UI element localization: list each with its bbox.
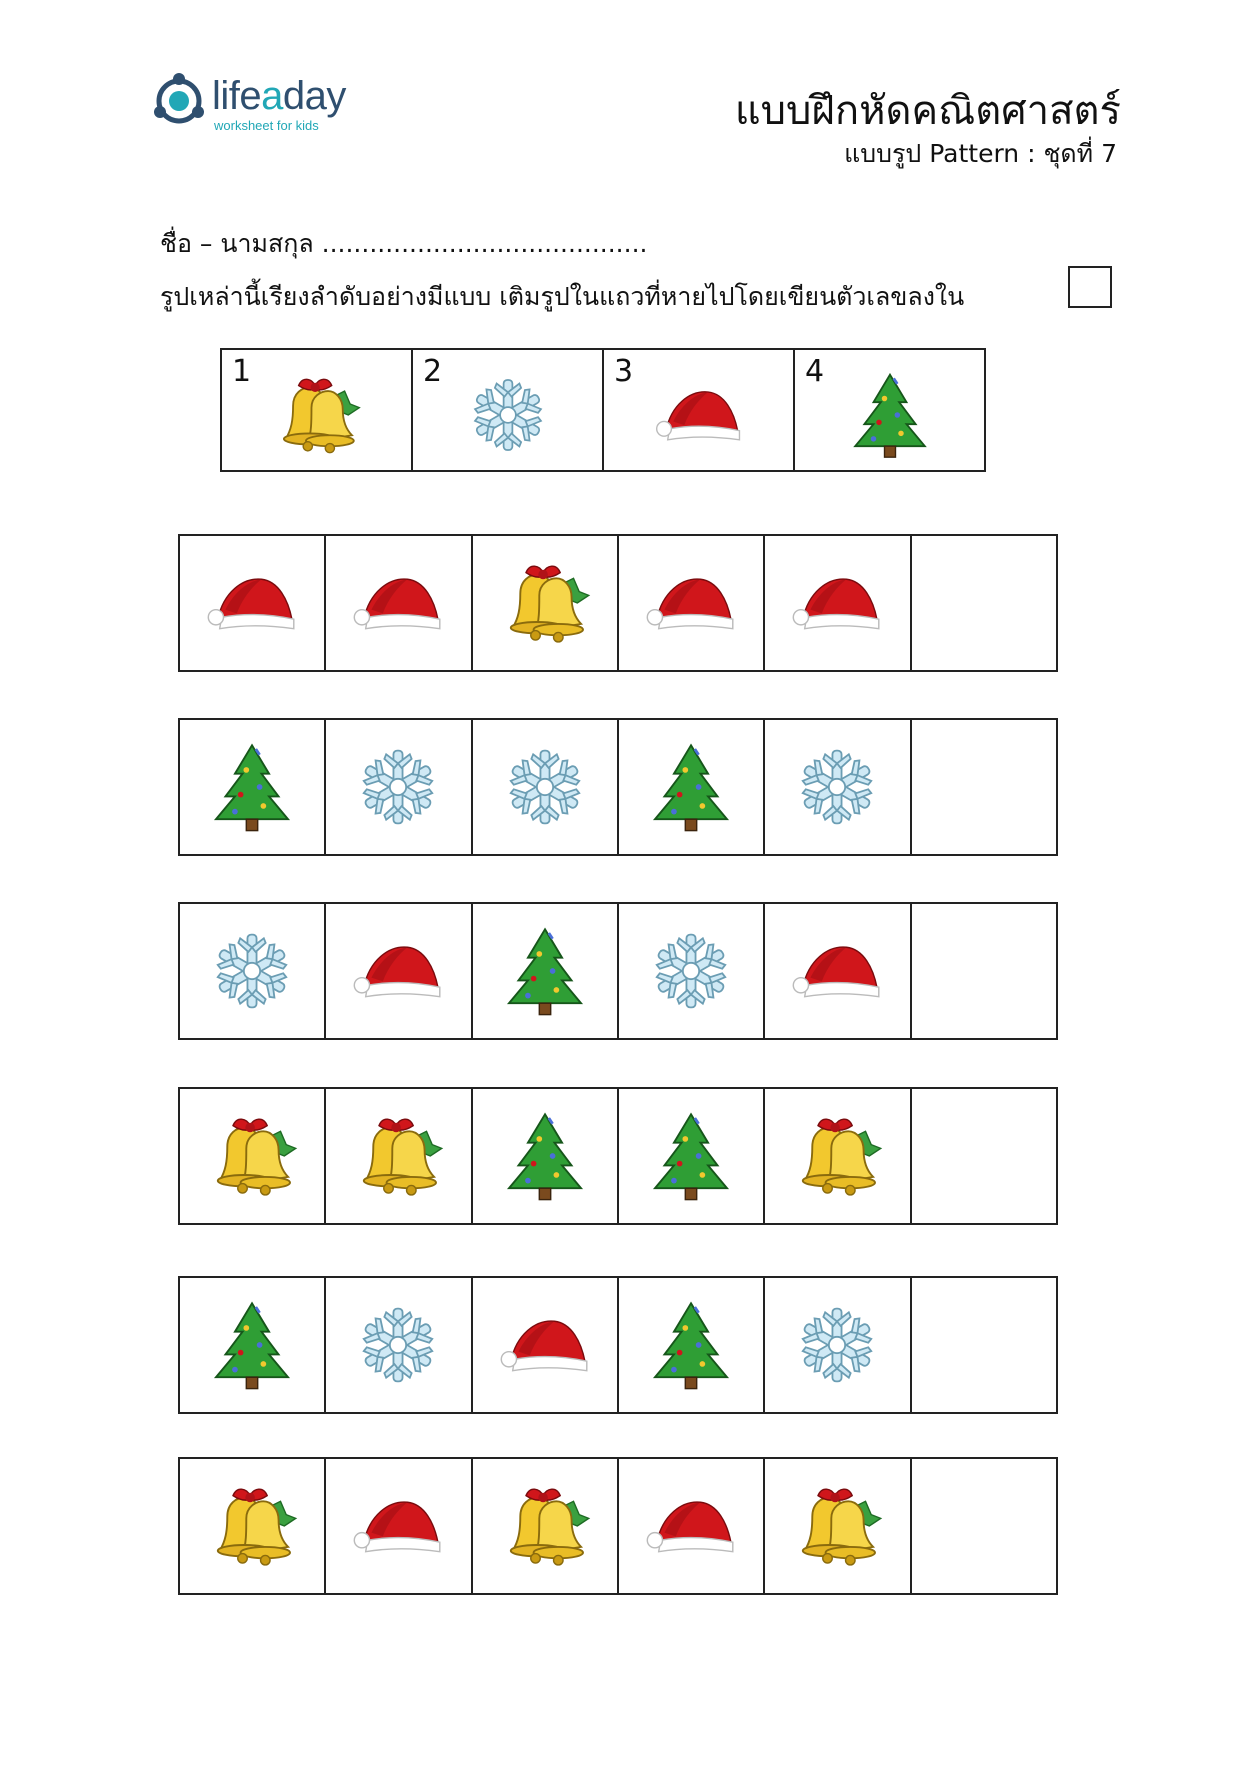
santa-hat-icon xyxy=(351,1495,446,1558)
pattern-cell xyxy=(326,1278,472,1412)
santa-hat-icon xyxy=(497,1314,592,1377)
snowflake-icon xyxy=(469,374,546,455)
santa-hat-icon xyxy=(205,572,300,635)
bell-icon xyxy=(205,1114,300,1198)
snowflake-icon xyxy=(358,1303,438,1387)
pattern-cell xyxy=(326,720,472,854)
answer-cell[interactable] xyxy=(912,1089,1056,1223)
pattern-cell xyxy=(473,1278,619,1412)
bell-icon xyxy=(497,1484,592,1568)
logo-wordmark: lifeaday xyxy=(212,74,346,118)
pattern-cell xyxy=(765,536,911,670)
pattern-row xyxy=(178,902,1058,1040)
key-number: 1 xyxy=(232,354,252,389)
pattern-row xyxy=(178,1087,1058,1225)
christmas-tree-icon xyxy=(651,1111,731,1202)
pattern-cell xyxy=(765,1278,911,1412)
pattern-cell xyxy=(180,1278,326,1412)
key-cell xyxy=(795,350,984,470)
bell-icon xyxy=(790,1484,885,1568)
key-number: 3 xyxy=(614,354,634,389)
christmas-tree-icon xyxy=(505,1111,585,1202)
snowflake-icon xyxy=(651,929,731,1013)
santa-hat-icon xyxy=(351,572,446,635)
santa-hat-icon xyxy=(790,940,885,1003)
answer-cell[interactable] xyxy=(912,720,1056,854)
name-field[interactable]: ชื่อ – นามสกุล ......................................... xyxy=(160,229,648,258)
key-number: 2 xyxy=(423,354,443,389)
santa-hat-icon xyxy=(644,1495,739,1558)
icon-key xyxy=(220,348,986,472)
answer-cell[interactable] xyxy=(912,904,1056,1038)
logo-tagline: worksheet for kids xyxy=(214,118,319,133)
answer-cell[interactable] xyxy=(912,536,1056,670)
instruction-text: รูปเหล่านี้เรียงลำดับอย่างมีแบบ เติมรูปในแถวที่หายไปโดยเขียนตัวเลขลงใน xyxy=(160,282,965,311)
pattern-cell xyxy=(765,1459,911,1593)
pattern-cell xyxy=(180,720,326,854)
pattern-cell xyxy=(619,1089,765,1223)
pattern-row xyxy=(178,534,1058,672)
santa-hat-icon xyxy=(790,572,885,635)
pattern-cell xyxy=(765,904,911,1038)
pattern-cell xyxy=(619,1278,765,1412)
pattern-cell xyxy=(326,1459,472,1593)
pattern-cell xyxy=(619,720,765,854)
logo-mark-icon xyxy=(150,72,208,130)
pattern-cell xyxy=(326,1089,472,1223)
christmas-tree-icon xyxy=(651,1300,731,1391)
pattern-cell xyxy=(473,536,619,670)
christmas-tree-icon xyxy=(212,742,292,833)
santa-hat-icon xyxy=(351,940,446,1003)
pattern-cell xyxy=(326,536,472,670)
pattern-row xyxy=(178,1276,1058,1414)
christmas-tree-icon xyxy=(212,1300,292,1391)
worksheet-title: แบบฝึกหัดคณิตศาสตร์ xyxy=(734,88,1121,134)
snowflake-icon xyxy=(797,1303,877,1387)
snowflake-icon xyxy=(358,745,438,829)
pattern-cell xyxy=(326,904,472,1038)
pattern-cell xyxy=(765,720,911,854)
pattern-cell xyxy=(473,720,619,854)
pattern-cell xyxy=(473,1459,619,1593)
answer-box-example xyxy=(1068,266,1112,308)
bell-icon xyxy=(790,1114,885,1198)
pattern-cell xyxy=(473,1089,619,1223)
pattern-cell xyxy=(180,904,326,1038)
worksheet-subtitle: แบบรูป Pattern : ชุดที่ 7 xyxy=(844,139,1117,168)
pattern-cell xyxy=(619,1459,765,1593)
santa-hat-icon xyxy=(653,384,745,445)
snowflake-icon xyxy=(797,745,877,829)
bell-icon xyxy=(351,1114,446,1198)
bell-icon xyxy=(205,1484,300,1568)
key-number: 4 xyxy=(805,354,825,389)
pattern-cell xyxy=(619,904,765,1038)
pattern-cell xyxy=(180,1459,326,1593)
key-cell xyxy=(413,350,604,470)
lifeaday-logo xyxy=(150,72,380,142)
bell-icon xyxy=(497,561,592,645)
pattern-cell xyxy=(473,904,619,1038)
bell-icon xyxy=(271,374,363,455)
key-cell xyxy=(222,350,413,470)
christmas-tree-icon xyxy=(505,926,585,1017)
pattern-cell xyxy=(180,1089,326,1223)
pattern-row xyxy=(178,718,1058,856)
answer-cell[interactable] xyxy=(912,1278,1056,1412)
key-cell xyxy=(604,350,795,470)
pattern-row xyxy=(178,1457,1058,1595)
christmas-tree-icon xyxy=(651,742,731,833)
christmas-tree-icon xyxy=(851,371,928,459)
snowflake-icon xyxy=(505,745,585,829)
answer-cell[interactable] xyxy=(912,1459,1056,1593)
pattern-cell xyxy=(765,1089,911,1223)
pattern-cell xyxy=(619,536,765,670)
pattern-cell xyxy=(180,536,326,670)
snowflake-icon xyxy=(212,929,292,1013)
santa-hat-icon xyxy=(644,572,739,635)
